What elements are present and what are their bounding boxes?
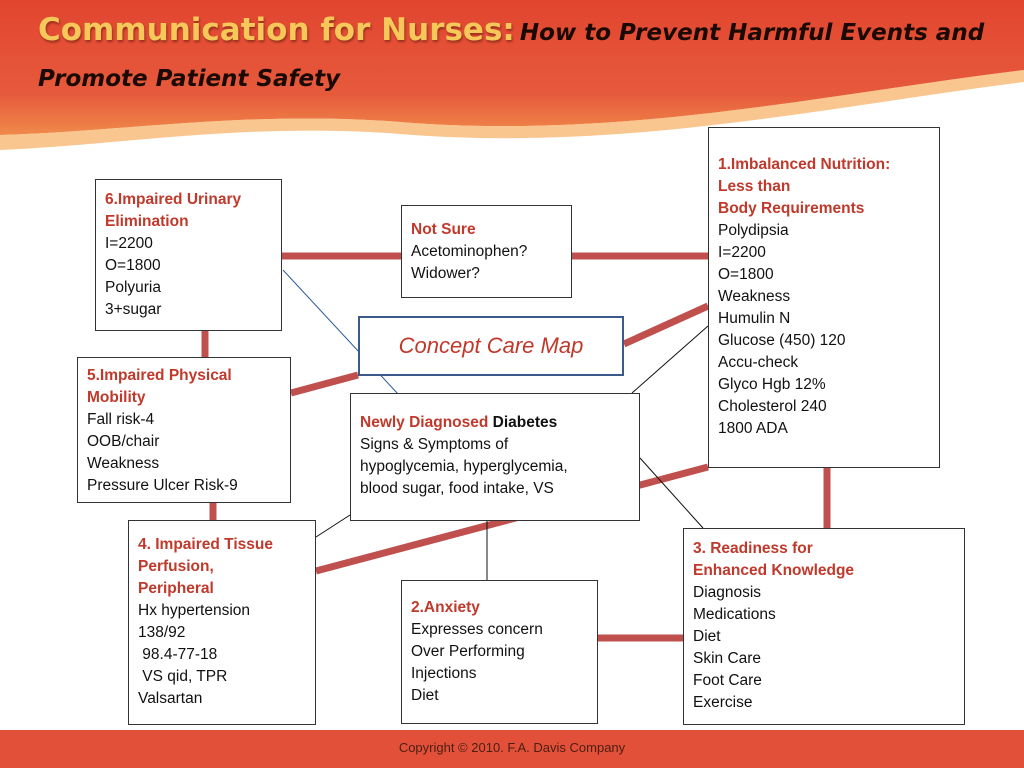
box-item: Humulin N — [718, 310, 791, 327]
box-item: Over Performing — [411, 643, 525, 660]
box-item: Acetominophen? — [411, 243, 528, 260]
box-item: Medications — [693, 606, 776, 623]
box-heading: Not Sure — [411, 221, 476, 238]
box-item: Polyuria — [105, 279, 161, 296]
box-item: Expresses concern — [411, 621, 543, 638]
box-item: Foot Care — [693, 672, 762, 689]
box-anxiety — [401, 580, 598, 724]
box-item: Skin Care — [693, 650, 762, 667]
box-imbalanced-nutrition — [708, 127, 940, 468]
box-not-sure — [401, 205, 572, 298]
box-heading: 1.Imbalanced Nutrition: — [718, 156, 891, 173]
box-item: 1800 ADA — [718, 420, 788, 437]
box-item: Signs & Symptoms of — [360, 436, 509, 453]
box-item: 3+sugar — [105, 301, 162, 318]
box-item: Diagnosis — [693, 584, 762, 601]
box-item: Hx hypertension — [138, 602, 251, 619]
box-impaired-physical-mobility — [77, 357, 291, 503]
copyright-notice: Copyright © 2010. F.A. Davis Company — [398, 740, 626, 755]
box-item: Accu-check — [718, 354, 799, 371]
box-heading: Perfusion, — [138, 558, 214, 575]
box-item: Fall risk-4 — [87, 411, 155, 428]
box-item: O=1800 — [718, 266, 774, 283]
box-readiness-enhanced-knowledge — [683, 528, 965, 725]
box-item: hypoglycemia, hyperglycemia, — [360, 458, 568, 475]
concept-care-map-box — [358, 316, 624, 376]
box-item: Diet — [693, 628, 721, 645]
title-subtitle: How to Prevent Harmful Events and Promote Patient Safety — [38, 20, 985, 92]
box-heading: 3. Readiness for — [693, 540, 813, 557]
heading-diabetes: Diabetes — [492, 414, 558, 431]
box-item: Diet — [411, 687, 439, 704]
box-item: Exercise — [693, 694, 753, 711]
connector-mobility-conceptmap — [291, 375, 358, 393]
box-item: Glucose (450) 120 — [718, 332, 846, 349]
box-heading — [360, 412, 630, 434]
box-item: O=1800 — [105, 257, 161, 274]
box-heading: 6.Impaired Urinary — [105, 191, 242, 208]
box-item: Polydipsia — [718, 222, 789, 239]
box-item: blood sugar, food intake, VS — [360, 480, 554, 497]
box-item: Weakness — [718, 288, 791, 305]
box-heading: Body Requirements — [718, 200, 865, 217]
box-item: Widower? — [411, 265, 480, 282]
box-heading: Mobility — [87, 389, 146, 406]
box-heading: 5.Impaired Physical — [87, 367, 232, 384]
box-item: I=2200 — [718, 244, 766, 261]
box-heading: 4. Impaired Tissue — [138, 536, 273, 553]
box-heading: Less than — [718, 178, 791, 195]
concept-care-map-label: Concept Care Map — [398, 333, 584, 358]
box-item: 98.4-77-18 — [138, 646, 218, 663]
box-heading: Peripheral — [138, 580, 214, 597]
box-item: Pressure Ulcer Risk-9 — [87, 477, 238, 494]
box-item: OOB/chair — [87, 433, 160, 450]
box-item: Glyco Hgb 12% — [718, 376, 826, 393]
box-item: Valsartan — [138, 690, 203, 707]
box-item: Cholesterol 240 — [718, 398, 827, 415]
box-impaired-urinary-elimination — [95, 179, 282, 331]
box-item: Weakness — [87, 455, 160, 472]
box-item: 138/92 — [138, 624, 186, 641]
box-impaired-tissue-perfusion — [128, 520, 316, 725]
connector-conceptmap-nutrition — [624, 306, 708, 344]
title-main: Communication for Nurses: — [38, 12, 515, 48]
box-item: VS qid, TPR — [138, 668, 228, 685]
box-item: I=2200 — [105, 235, 153, 252]
box-heading: Enhanced Knowledge — [693, 562, 855, 579]
box-heading: 2.Anxiety — [411, 599, 480, 616]
box-newly-diagnosed-diabetes — [350, 393, 640, 521]
box-item: Injections — [411, 665, 477, 682]
box-heading: Elimination — [105, 213, 189, 230]
thin-connector-diagnosis-tissue — [316, 515, 350, 537]
heading-prefix: Newly Diagnosed — [360, 414, 489, 431]
